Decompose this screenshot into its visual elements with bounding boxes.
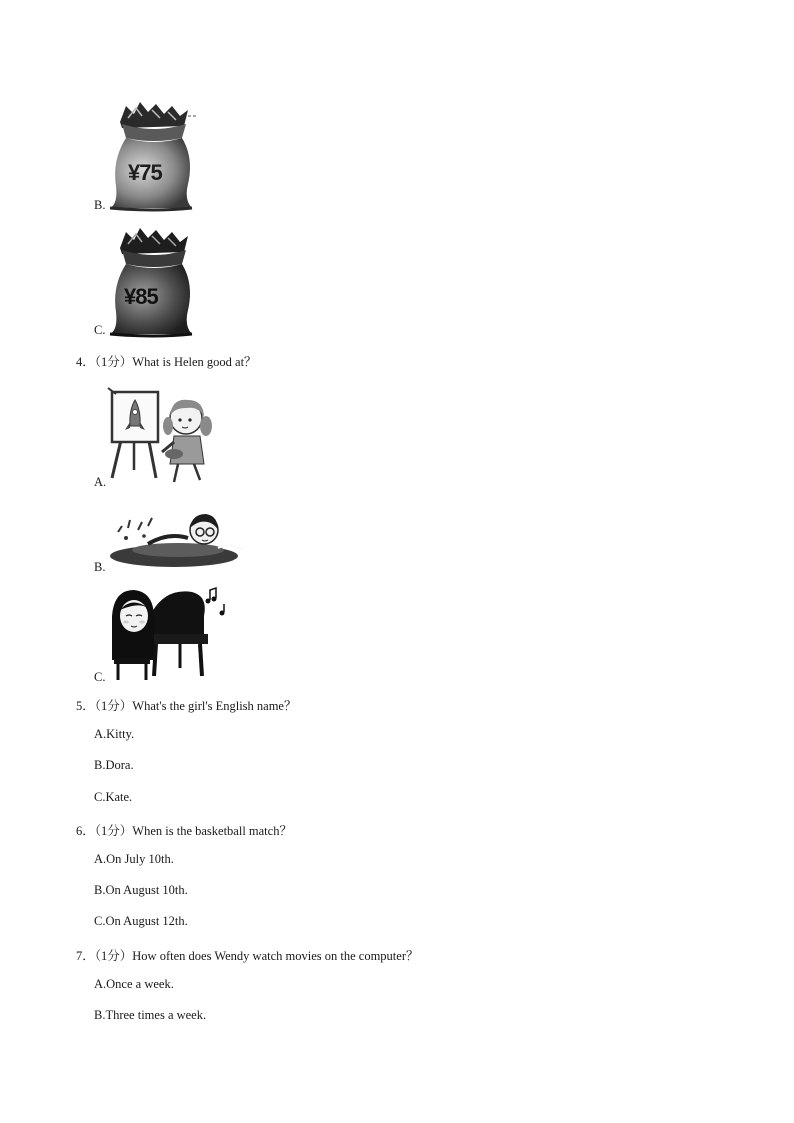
- question-text: What is Helen good at？: [132, 355, 257, 369]
- question-5: [76, 696, 296, 714]
- question-score: （1分）: [94, 699, 133, 713]
- option-label-a: A.: [94, 475, 107, 489]
- answer-option-b[interactable]: B.Dora.: [94, 758, 134, 772]
- answer-option-c[interactable]: C.Kate.: [94, 790, 133, 804]
- question-text: When is the basketball match？: [132, 824, 292, 838]
- question-text: What's the girl's English name？: [132, 699, 297, 713]
- option-label-c: C.: [94, 670, 106, 684]
- answer-option-b[interactable]: B.Three times a week.: [94, 1008, 207, 1022]
- money-bag-75-image: [108, 100, 200, 210]
- question-number: 7．: [76, 949, 95, 963]
- answer-option-c[interactable]: C.On August 12th.: [94, 914, 188, 928]
- answer-option-a[interactable]: A.Once a week.: [94, 977, 174, 991]
- girl-painting-image: [108, 386, 218, 486]
- girl-playing-piano-image: [108, 586, 232, 682]
- price-label-85: ¥85: [124, 284, 158, 309]
- question-score: （1分）: [94, 824, 133, 838]
- answer-option-b[interactable]: B.On August 10th.: [94, 883, 188, 897]
- question-number: 5．: [76, 699, 95, 713]
- question-7: [76, 946, 418, 964]
- question-6: [76, 821, 292, 839]
- answer-option-a[interactable]: A.Kitty.: [94, 727, 135, 741]
- question-number: 4．: [76, 355, 95, 369]
- option-label-c: C.: [94, 323, 106, 337]
- question-score: （1分）: [94, 355, 133, 369]
- question-4: [76, 352, 257, 370]
- boy-swimming-image: [108, 508, 248, 574]
- question-number: 6．: [76, 824, 95, 838]
- price-label-75: ¥75: [128, 160, 162, 185]
- money-bag-85-image: [108, 226, 200, 336]
- option-label-b: B.: [94, 198, 106, 212]
- option-label-b: B.: [94, 560, 106, 574]
- question-text: How often does Wendy watch movies on the computer？: [132, 949, 419, 963]
- answer-option-a[interactable]: A.On July 10th.: [94, 852, 174, 866]
- question-score: （1分）: [94, 949, 133, 963]
